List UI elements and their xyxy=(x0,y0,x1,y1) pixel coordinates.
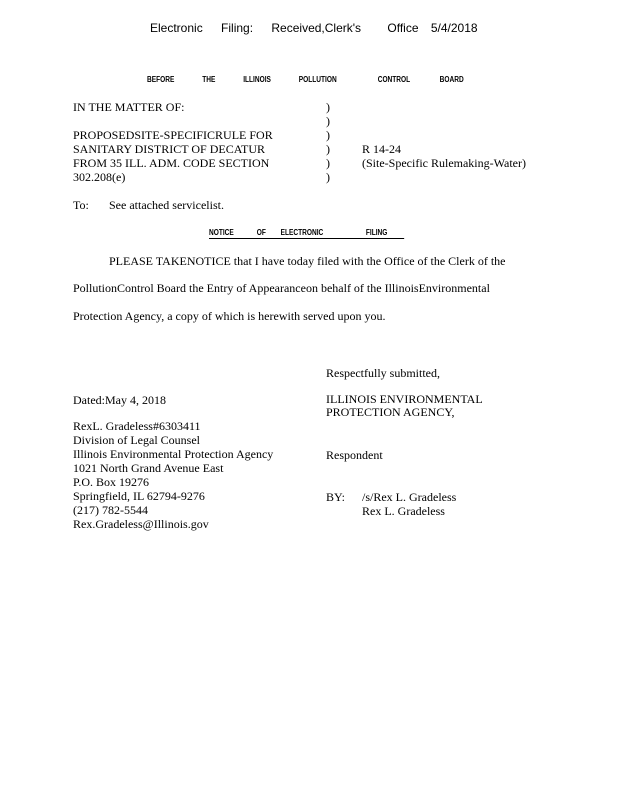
caption-line: SANITARY DISTRICT OF DECATUR xyxy=(73,142,266,156)
attorney-line: Illinois Environmental Protection Agency xyxy=(73,447,274,461)
attorney-line: Springfield, IL 62794-9276 xyxy=(73,489,205,503)
respondent-label: Respondent xyxy=(326,448,383,462)
heading-word: CONTROL xyxy=(377,75,411,84)
to-label: To: xyxy=(73,198,89,212)
heading-word: POLLUTION xyxy=(298,75,337,84)
respectfully-submitted: Respectfully submitted, xyxy=(326,366,440,380)
caption-paren: ) xyxy=(326,170,330,184)
attorney-line: Division of Legal Counsel xyxy=(73,433,200,447)
stamp-date: 5/4/2018 xyxy=(430,21,478,35)
by-label: BY: xyxy=(326,490,345,504)
caption-line: 302.208(e) xyxy=(73,170,126,184)
attorney-line: RexL. Gradeless#6303411 xyxy=(73,419,201,433)
body-line: Protection Agency, a copy of which is herewith served upon you. xyxy=(73,309,386,323)
signer-name: Rex L. Gradeless xyxy=(362,504,445,518)
to-text: See attached servicelist. xyxy=(109,198,224,212)
notice-word: ELECTRONIC xyxy=(280,228,324,237)
body-line: PollutionControl Board the Entry of Appearanceon behalf of the IllinoisEnvironmental xyxy=(73,281,490,295)
caption-paren: ) xyxy=(326,142,330,156)
attorney-line: 1021 North Grand Avenue East xyxy=(73,461,224,475)
attorney-email: Rex.Gradeless@Illinois.gov xyxy=(73,517,209,531)
caption-paren: ) xyxy=(326,128,330,142)
heading-word: ILLINOIS xyxy=(243,75,271,84)
stamp-filing: Filing: xyxy=(221,21,254,35)
notice-word: NOTICE xyxy=(209,228,234,237)
body-line: PLEASE TAKENOTICE that I have today filed with the Office of the Clerk of the xyxy=(109,254,506,268)
board-heading xyxy=(147,75,492,84)
notice-word: FILING xyxy=(365,228,388,237)
case-type: (Site-Specific Rulemaking-Water) xyxy=(362,156,526,170)
stamp-electronic: Electronic xyxy=(150,21,203,35)
notice-word: OF xyxy=(256,228,266,237)
attorney-line: P.O. Box 19276 xyxy=(73,475,150,489)
signature: /s/Rex L. Gradeless xyxy=(362,490,457,504)
attorney-line: (217) 782-5544 xyxy=(73,503,148,517)
caption-paren: ) xyxy=(326,156,330,170)
caption-line: FROM 35 ILL. ADM. CODE SECTION xyxy=(73,156,270,170)
case-number: R 14-24 xyxy=(362,142,401,156)
filing-stamp xyxy=(150,21,478,35)
caption-paren: ) xyxy=(326,100,330,114)
dated-line: Dated:May 4, 2018 xyxy=(73,393,166,407)
notice-title xyxy=(209,228,404,239)
matter-of-label: IN THE MATTER OF: xyxy=(73,100,185,114)
agency-name-line1: ILLINOIS ENVIRONMENTAL xyxy=(326,392,483,406)
stamp-office: Office xyxy=(387,21,419,35)
heading-word: BEFORE xyxy=(147,75,175,84)
agency-name-line2: PROTECTION AGENCY, xyxy=(326,405,455,419)
caption-line: PROPOSEDSITE-SPECIFICRULE FOR xyxy=(73,128,273,142)
caption-paren: ) xyxy=(326,114,330,128)
stamp-received: Received,Clerk's xyxy=(271,21,362,35)
heading-word: THE xyxy=(202,75,216,84)
heading-word: BOARD xyxy=(439,75,464,84)
